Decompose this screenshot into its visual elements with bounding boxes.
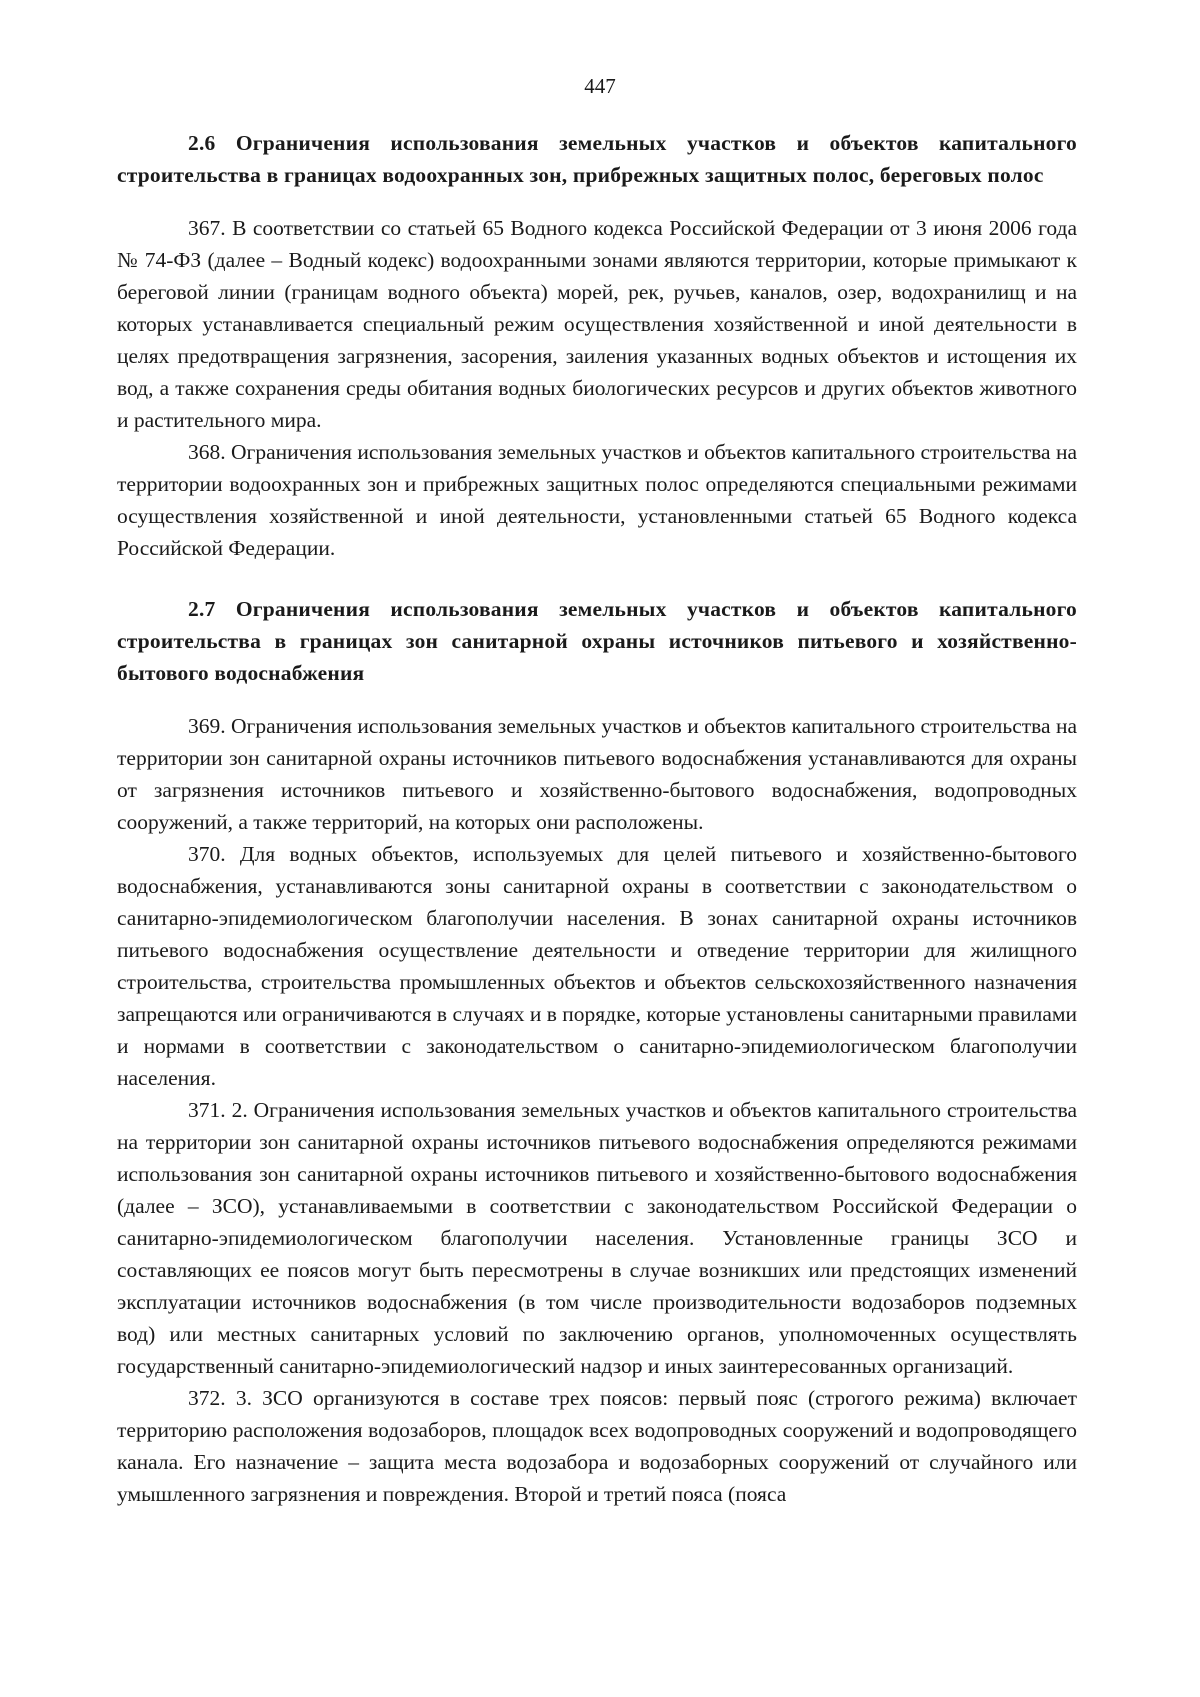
section-heading: 2.6 Ограничения использования земельных участков и объектов капитального строительства в границах водоохранных зон, прибрежных защитных полос, береговых полос — [117, 131, 1077, 187]
paragraph-372: 372. 3. ЗСО организуются в составе трех поясов: первый пояс (строгого режима) включает территорию расположения водозаборов, площадок всех водопроводных сооружений и водопроводящего канала. Его назначение – защита места водозабора и водозаборных сооружений от случайного или умышленного загрязнения и повреждения. Второй и третий пояса (пояса — [117, 1386, 1077, 1506]
paragraph-367: 367. В соответствии со статьей 65 Водного кодекса Российской Федерации от 3 июня 2006 года № 74-ФЗ (далее – Водный кодекс) водоохранными зонами являются территории, которые примыкают к береговой линии (границам водного объекта) морей, рек, ручьев, каналов, озер, водохранилищ и на которых устанавливается специальный режим осуществления хозяйственной и иной деятельности в целях предотвращения загрязнения, засорения, заиления указанных водных объектов и истощения их вод, а также сохранения среды обитания водных биологических ресурсов и других объектов животного и растительного мира. — [117, 216, 1077, 432]
paragraph-371: 371. 2. Ограничения использования земельных участков и объектов капитального строительства на территории зон санитарной охраны источников питьевого водоснабжения определяются режимами использования зон санитарной охраны источников питьевого и хозяйственно-бытового водоснабжения (далее – ЗСО), устанавливаемыми в соответствии с законодательством Российской Федерации о санитарно-эпидемиологическом благополучии населения. Установленные границы ЗСО и составляющих ее поясов могут быть пересмотрены в случае возникших или предстоящих изменений эксплуатации источников водоснабжения (в том числе производительности водозаборов подземных вод) или местных санитарных условий по заключению органов, уполномоченных осуществлять государственный санитарно-эпидемиологический надзор и иных заинтересованных организаций. — [117, 1098, 1077, 1378]
section-spacer — [117, 564, 1077, 593]
document-body — [117, 127, 1077, 1510]
section-2-7 — [117, 593, 1077, 1510]
paragraph-368: 368. Ограничения использования земельных участков и объектов капитального строительства на территории водоохранных зон и прибрежных защитных полос определяются специальными режимами осуществления хозяйственной и иной деятельности, установленными статьей 65 Водного кодекса Российской Федерации. — [117, 440, 1077, 560]
paragraph-370: 370. Для водных объектов, используемых для целей питьевого и хозяйственно-бытового водоснабжения, устанавливаются зоны санитарной охраны в соответствии с законодательством о санитарно-эпидемиологическом благополучии населения. В зонах санитарной охраны источников питьевого водоснабжения осуществление деятельности и отведение территории для жилищного строительства, строительства промышленных объектов и объектов сельскохозяйственного назначения запрещаются или ограничиваются в случаях и в порядке, которые установлены санитарными правилами и нормами в соответствии с законодательством о санитарно-эпидемиологическом благополучии населения. — [117, 842, 1077, 1090]
section-2-6 — [117, 127, 1077, 564]
section-heading: 2.7 Ограничения использования земельных участков и объектов капитального строительства в границах зон санитарной охраны источников питьевого и хозяйственно-бытового водоснабжения — [117, 597, 1077, 685]
page-number: 447 — [584, 74, 616, 98]
paragraph-369: 369. Ограничения использования земельных участков и объектов капитального строительства на территории зон санитарной охраны источников питьевого водоснабжения устанавливаются для охраны от загрязнения источников питьевого и хозяйственно-бытового водоснабжения, водопроводных сооружений, а также территорий, на которых они расположены. — [117, 714, 1077, 834]
